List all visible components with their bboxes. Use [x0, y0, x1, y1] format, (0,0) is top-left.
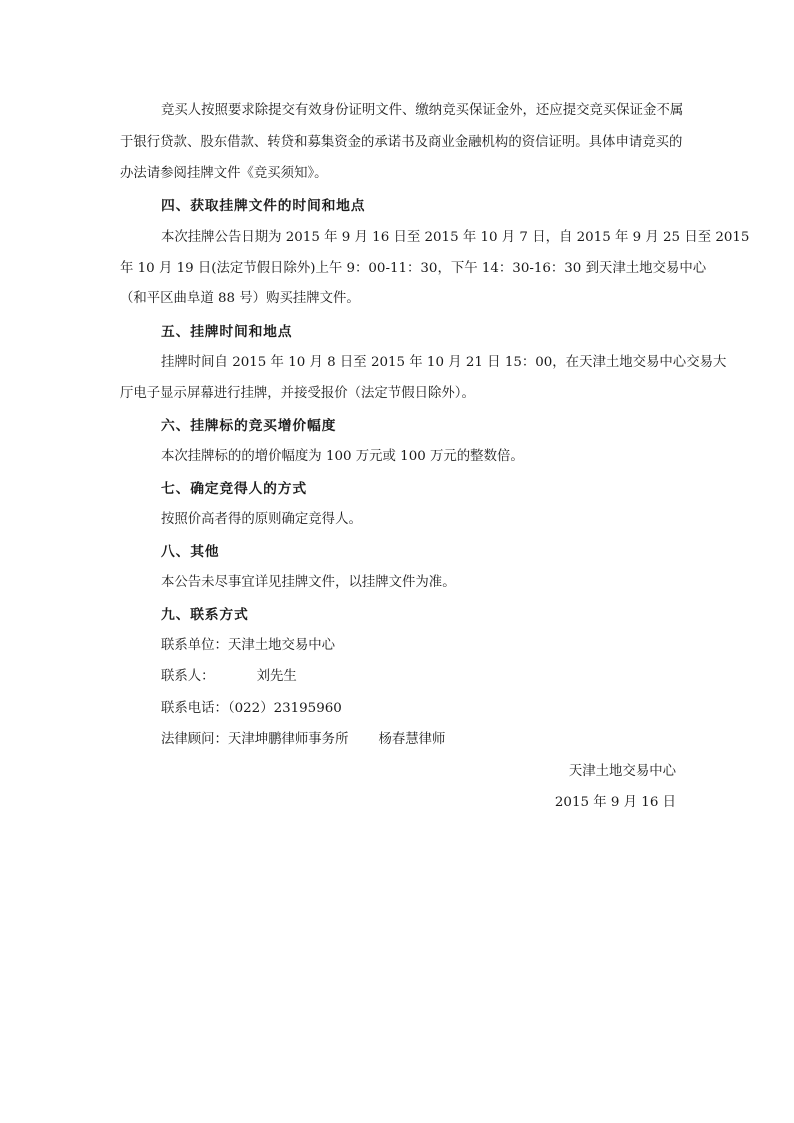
contact-unit	[161, 637, 335, 655]
contact-lawyer-label: 法律顾问：	[161, 732, 228, 747]
contact-lawyer-name: 杨春慧律师	[378, 732, 446, 747]
contact-person-value: 刘先生	[256, 669, 297, 684]
contact-unit-label: 联系单位：	[161, 638, 228, 653]
contact-person	[161, 668, 297, 686]
contact-phone-label: 联系电话：	[161, 701, 228, 716]
section-8-heading: 八、其他	[161, 544, 220, 560]
section-4-line-2: 年 10 月 19 日(法定节假日除外)上午 9：00-11：30，下午 14：30-16：30 到天津土地交易中心	[120, 261, 707, 276]
section-7-heading: 七、确定竞得人的方式	[161, 481, 307, 497]
section-8-line-1: 本公告未尽事宜详见挂牌文件，以挂牌文件为准。	[161, 575, 456, 590]
contact-lawyer	[161, 731, 445, 749]
contact-unit-value: 天津土地交易中心	[227, 638, 336, 653]
contact-person-label: 联系人：	[161, 669, 215, 684]
section-5-line-1: 挂牌时间自 2015 年 10 月 8 日至 2015 年 10 月 21 日 15：00，在天津土地交易中心交易大	[161, 355, 727, 370]
signature-org: 天津土地交易中心	[568, 764, 676, 779]
section-4-line-1: 本次挂牌公告日期为 2015 年 9 月 16 日至 2015 年 10 月 7 日，自 2015 年 9 月 25 日至 2015	[161, 230, 750, 245]
section-9-heading: 九、联系方式	[161, 607, 249, 623]
section-6-heading: 六、挂牌标的竞买增价幅度	[161, 418, 337, 434]
section-5-line-2: 厅电子显示屏幕进行挂牌，并接受报价（法定节假日除外）。	[120, 386, 475, 401]
intro-line-1: 竞买人按照要求除提交有效身份证明文件、缴纳竞买保证金外，还应提交竞买保证金不属	[161, 103, 684, 118]
intro-line-3: 办法请参阅挂牌文件《竞买须知》。	[120, 166, 328, 181]
contact-lawyer-firm: 天津坤鹏律师事务所	[227, 732, 349, 747]
section-5-heading: 五、挂牌时间和地点	[161, 324, 293, 340]
section-7-line-1: 按照价高者得的原则确定竞得人。	[161, 512, 362, 527]
section-6-line-1: 本次挂牌标的的增价幅度为 100 万元或 100 万元的整数倍。	[161, 449, 524, 464]
section-4-heading: 四、获取挂牌文件的时间和地点	[161, 198, 366, 214]
section-4-line-3: （和平区曲阜道 88 号）购买挂牌文件。	[120, 291, 360, 306]
contact-phone-value: （022）23195960	[227, 701, 342, 716]
contact-phone	[161, 700, 342, 718]
signature-date: 2015 年 9 月 16 日	[554, 795, 676, 810]
intro-line-2: 于银行贷款、股东借款、转贷和募集资金的承诺书及商业金融机构的资信证明。具体申请竞买的	[120, 135, 683, 150]
